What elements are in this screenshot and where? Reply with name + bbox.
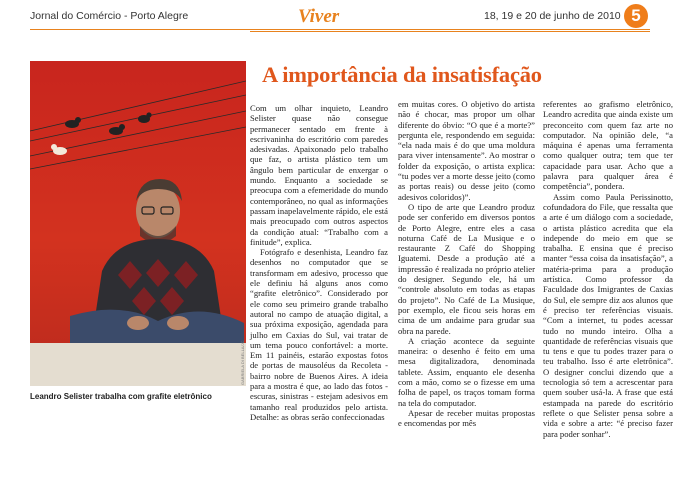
article-paragraph: O tipo de arte que Leandro produz pode ser conferido em diversos pontos de Porto Alegre, entre eles a casa noturna Café de La Musique e o restaurante Z Café do Shopping Iguatemi. Desde a produção até a impressão é realizada no próprio atelier do designer. Segundo ele, há um “controle absoluto em todas as etapas do projeto”. No Café de La Musique, por exemplo, ele ficou seis horas em cima de um andaime para grudar sua obra na parede. [398,201,535,336]
article-paragraph: Fotógrafo e desenhista, Leandro faz desenhos no computador que se transformam em adesivo, processo que ele definiu há alguns anos como “grafite eletrônico”. Considerado por ele como seu primeiro grande trabalho autoral no campo de atuação digital, a sua próxima exposição, agendada para julho em Caxias do Sul, vai tratar de um tema pouco confortável: a morte. Em 11 painéis, estarão expostas fotos de portas de mausoléus da Recoleta - bairro nobre de Buenos Aires. A ideia para a mostra é que, ao lado das fotos - escuras, sinistras - estejam adesivos em tamanho real produzidos pelo artista. Detalhe: as obras serão confeccionadas [250,247,388,422]
article-paragraph: Apesar de receber muitas propostas e encomendas por mês [398,407,535,429]
photo-floor [30,343,246,386]
photo-caption: Leandro Selister trabalha com grafite eletrônico [30,392,212,401]
header-rule [30,29,650,30]
article-column-3 [543,99,673,439]
page-number-badge: 5 [624,4,648,28]
photo-illustration [30,61,246,386]
article-column-1 [250,103,388,422]
edition-date: 18, 19 e 20 de junho de 2010 [484,10,621,22]
page-header [0,0,700,32]
article-paragraph: referentes ao grafismo eletrônico, Leandro acredita que ainda existe um preconceito com quem faz arte no computador. Na opinião dele, “a máquina é apenas uma ferramenta como qualquer outra; tem que ter capacidade para usar. Acho que a palavra para qualquer área é competência”, pondera. [543,99,673,192]
article-paragraph: A criação acontece da seguinte maneira: o desenho é feito em uma mesa digitalizadora, denominada tablete. Assim, enquanto ele desenha com a mão, como se o fizesse em uma folha de papel, os traços tomam forma na tela do computador. [398,335,535,408]
header-rule-secondary [250,31,650,32]
article-column-2 [398,99,535,429]
article-paragraph: Assim como Paula Perissinotto, cofundadora do File, que ressalta que a arte é um diálogo com a sociedade, o artista plástico acredita que ela independe do meio em que se trabalha. E ensina que é preciso manter “essa coisa da insatisfação”, a matéria-prima para a produção artística. Como professor da Faculdade dos Imigrantes de Caxias do Sul, ele sempre diz aos alunos que é preciso ter referências visuais. “Com a internet, tu podes acessar tudo no mundo inteiro. Olha a quantidade de referências visuais que tu tens e que tu podes trazer para o teu trabalho. Isso é arte eletrônica”. O designer conclui dizendo que a tecnologia só tem a acrescentar para quem souber usá-la. A frase que está estampada na parede do escritório reflete o que Selister pensa sobre a vida e sobre a arte: “é preciso fazer para poder sonhar”. [543,191,673,439]
article-headline: A importância da insatisfação [262,62,542,87]
article-paragraph: em muitas cores. O objetivo do artista não é chocar, mas propor um olhar diferente do óbvio: “O que é a morte?” pergunta ele, respondendo em seguida: “ela nada mais é do que uma moldura para viver intensamente”. Ao mostrar o folder da exposição, o artista explica: “tu podes ver a morte desse jeito (como as portas reais) ou desse jeito (como adesivos coloridos)”. [398,99,535,202]
article-photo [30,61,246,386]
article-paragraph: Com um olhar inquieto, Leandro Selister quase não consegue permanecer sentado em frente à escrivaninha do escritório com paredes adesivadas. Apaixonado pelo trabalho que faz, o artista plástico tem um ângulo bem particular de enxergar o mundo. Enquanto a sociedade se preocupa com a efemeridade do mundo contemporâneo, no qual as informações passam inapelavelmente rápido, ele está mais preocupado com outros aspectos da condição atual: “Trabalho com a finitude”, explica. [250,103,388,247]
photo-credit: GABRIELA DI BELLA/JC [240,340,245,385]
section-title: Viver [298,6,340,27]
publication-name: Jornal do Comércio - Porto Alegre [30,10,189,22]
